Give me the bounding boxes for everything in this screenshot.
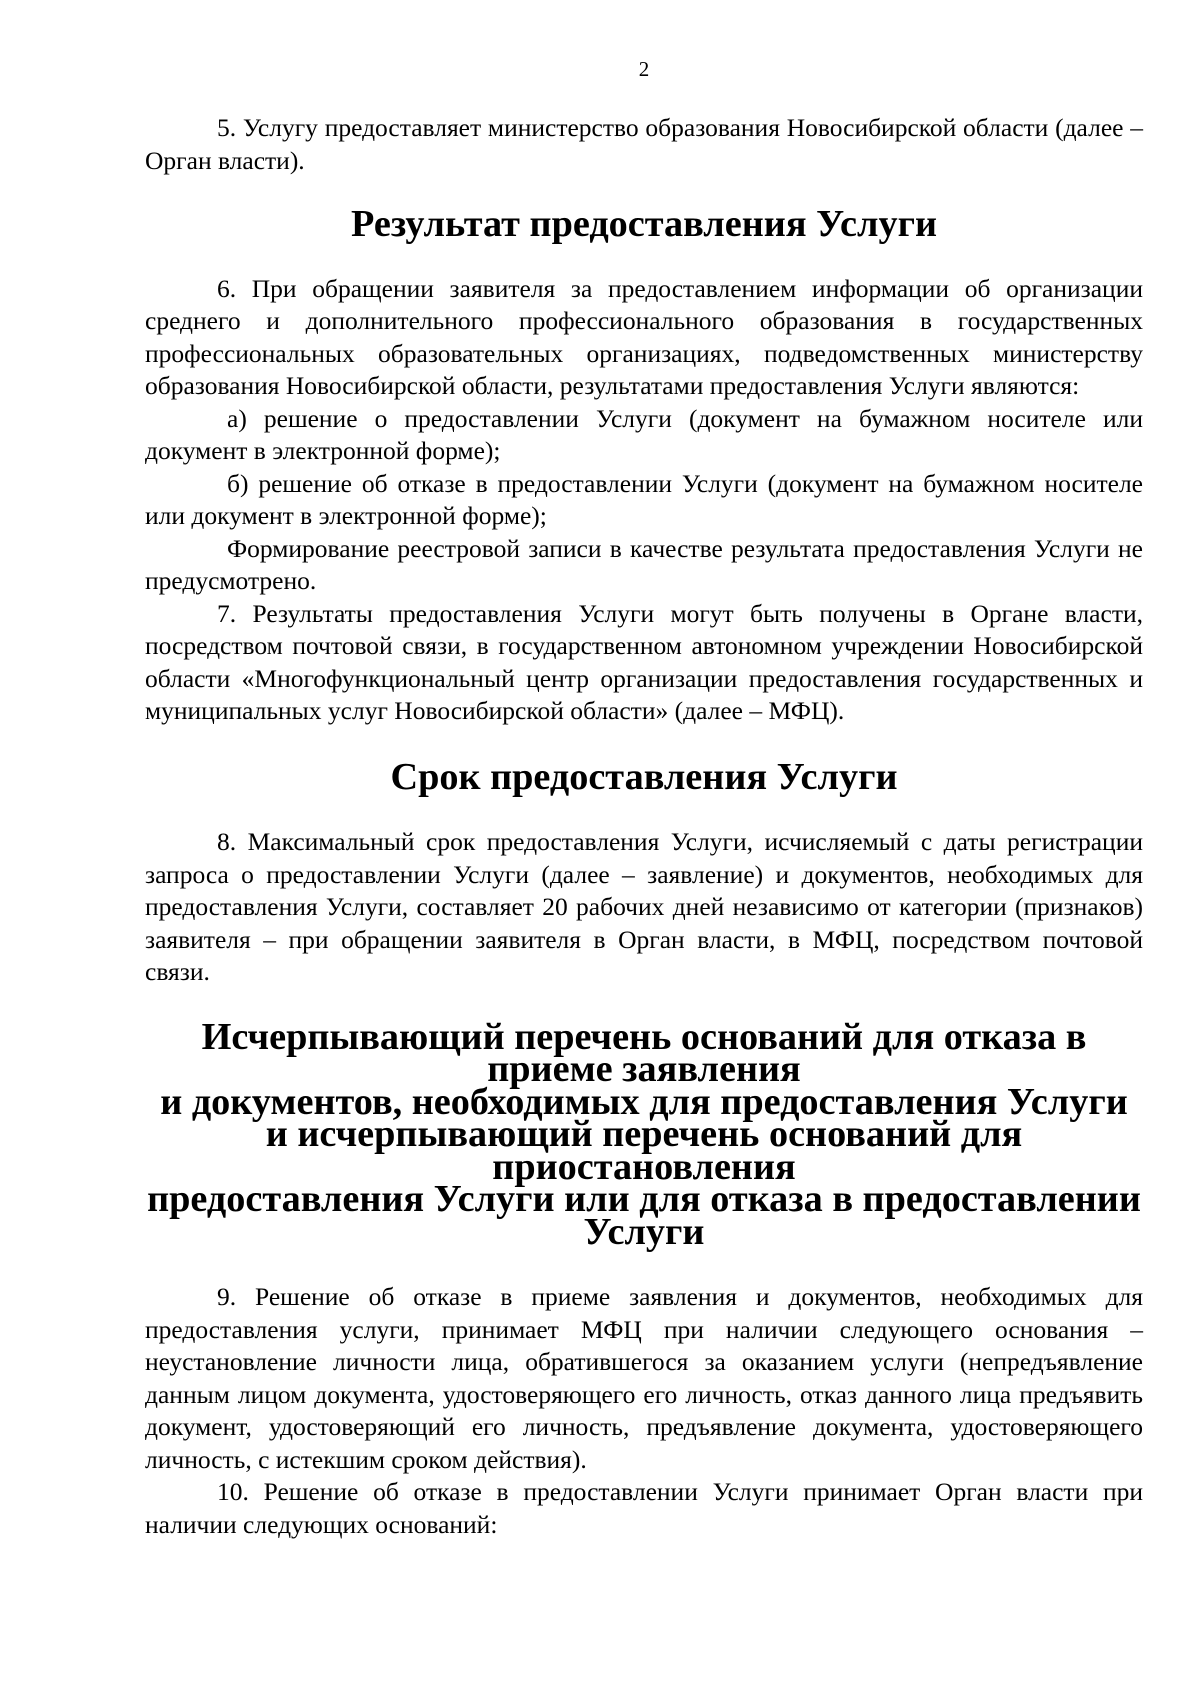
paragraph-6b: б) решение об отказе в предоставлении Услуги (документ на бумажном носителе или документ в электронной форме); [145, 468, 1143, 530]
paragraph-8: 8. Максимальный срок предоставления Услуги, исчисляемый с даты регистрации запроса о предоставлении Услуги (далее – заявление) и документов, необходимых для предоставления Услуги, составляет 20 рабочих дней независимо от категории (признаков) заявителя – при обращении заявителя в Орган власти, в МФЦ, посредством почтовой связи. [145, 827, 1143, 986]
paragraph-6a: а) решение о предоставлении Услуги (документ на бумажном носителе или документ в электронной форме); [145, 403, 1143, 465]
paragraph-9: 9. Решение об отказе в приеме заявления и документов, необходимых для предоставления услуги, принимает МФЦ при наличии следующего основания – неустановление личности лица, обратившегося за оказанием услуги (непредъявление данным лицом документа, удостоверяющего его личность, отказ данного лица предъявить документ, удостоверяющий его личность, предъявление документа, удостоверяющего личность, с истекшим сроком действия). [145, 1282, 1143, 1474]
heading-refusal-line: предоставления Услуги или для отказа в предоставлении Услуги [147, 1178, 1141, 1253]
heading-service-term: Срок предоставления Услуги [390, 755, 898, 798]
page-number: 2 [638, 57, 650, 81]
heading-service-result: Результат предоставления Услуги [350, 203, 937, 245]
heading-refusal-grounds [145, 1015, 1143, 1253]
paragraph-6c: Формирование реестровой записи в качестве результата предоставления Услуги не предусмотрено. [145, 533, 1143, 595]
paragraph-6: 6. При обращении заявителя за предоставлением информации об организации среднего и дополнительного профессионального образования в государственных профессиональных образовательных организациях, подведомственных министерству образования Новосибирской области, результатами предоставления Услуги являются: [145, 273, 1143, 400]
paragraph-5: 5. Услугу предоставляет министерство образования Новосибирской области (далее – Орган власти). [145, 113, 1143, 175]
heading-refusal-line: Исчерпывающий перечень оснований для отказа в приеме заявления [201, 1015, 1087, 1090]
heading-refusal-line: и исчерпывающий перечень оснований для приостановления [265, 1113, 1023, 1188]
paragraph-10: 10. Решение об отказе в предоставлении Услуги принимает Орган власти при наличии следующих оснований: [145, 1477, 1143, 1539]
paragraph-7: 7. Результаты предоставления Услуги могут быть получены в Органе власти, посредством почтовой связи, в государственном автономном учреждении Новосибирской области «Многофункциональный центр организации предоставления государственных и муниципальных услуг Новосибирской области» (далее – МФЦ). [145, 598, 1143, 725]
heading-refusal-line: и документов, необходимых для предоставления Услуги [160, 1080, 1128, 1123]
